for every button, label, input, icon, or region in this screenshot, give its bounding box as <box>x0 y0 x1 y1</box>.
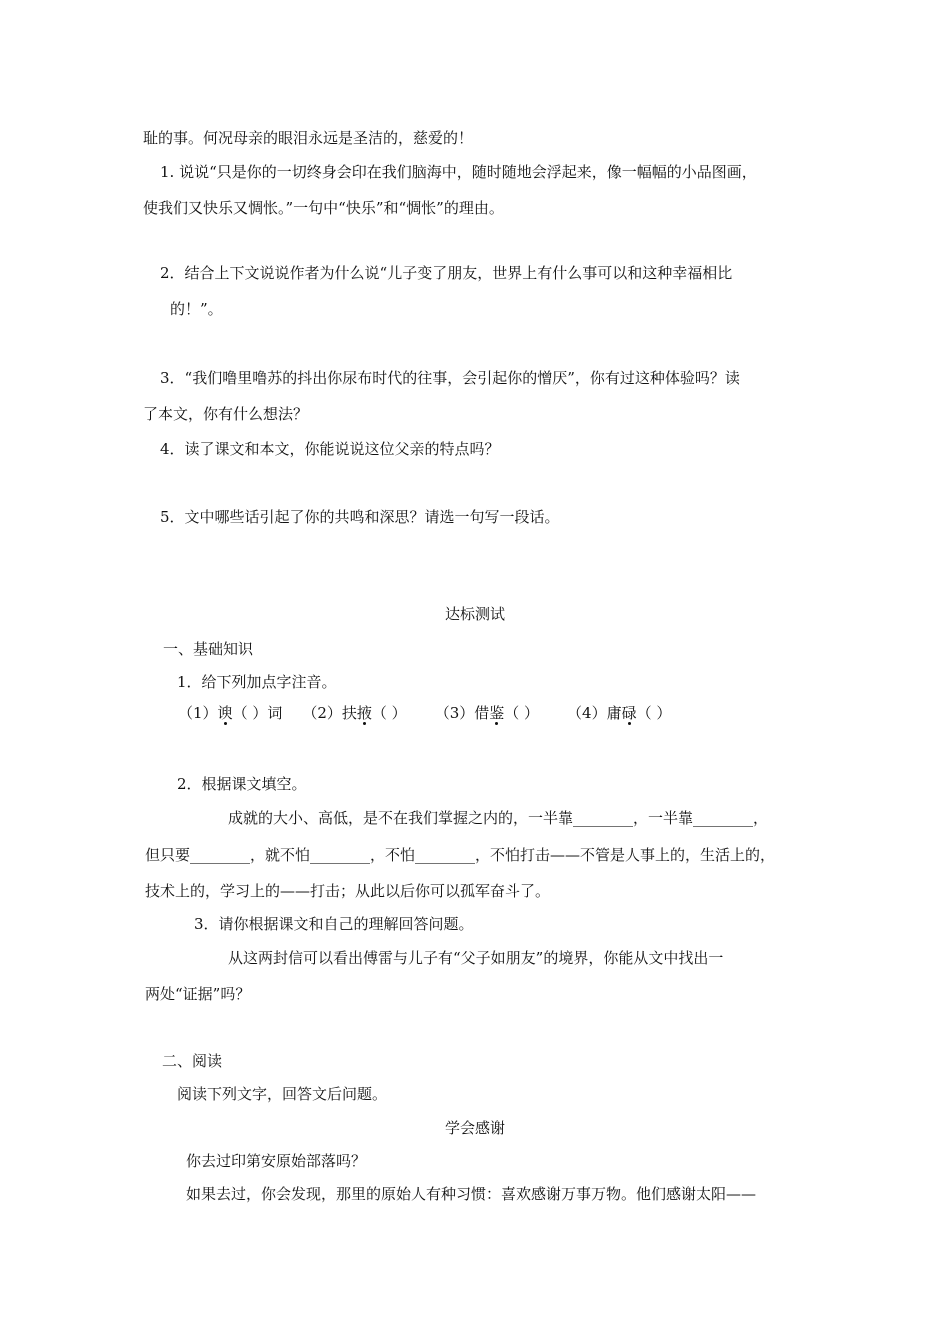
fill-blank-line-1: 成就的大小、高低，是不在我们掌握之内的，一半靠________，一半靠________， <box>228 809 769 827</box>
question-2-line-1: 2．结合上下文说说作者为什么说“儿子变了朋友，世界上有什么事可以和这种幸福相比 <box>160 264 733 282</box>
dotted-char-1: 谀 <box>218 703 233 723</box>
pinyin-item-4: （4）庸碌 （ ） <box>567 703 671 723</box>
item-2-instruction: 2．根据课文填空。 <box>177 775 307 793</box>
question-3-line-1: 3．“我们噜里噜苏的抖出你尿布时代的往事，会引起你的憎厌”，你有过这种体验吗？读 <box>160 369 740 387</box>
item-1-instruction: 1．给下列加点字注音。 <box>177 673 337 691</box>
question-1-line-1: 1. 说说“只是你的一切终身会印在我们脑海中，随时随地会浮起来，像一幅幅的小品图画， <box>160 163 757 181</box>
pinyin-row <box>178 703 671 723</box>
pinyin-item-3: （3）借鉴 （ ） <box>435 703 539 723</box>
dotted-char-3: 鉴 <box>489 703 504 723</box>
question-2-line-2: 的！”。 <box>170 300 223 318</box>
item-3-line-2: 两处“证据”吗？ <box>145 985 251 1003</box>
question-1-line-2: 使我们又快乐又惆怅。”一句中“快乐”和“惆怅”的理由。 <box>143 199 504 217</box>
reading-paragraph-2: 如果去过，你会发现，那里的原始人有种习惯：喜欢感谢万事万物。他们感谢太阳—— <box>186 1185 757 1203</box>
pinyin-item-1: （1）谀 （ ）词 <box>178 703 282 723</box>
section-basic-knowledge: 一、基础知识 <box>163 640 254 658</box>
section-reading: 二、阅读 <box>162 1052 223 1070</box>
item-3-line-1: 从这两封信可以看出傅雷与儿子有“父子如朋友”的境界，你能从文中找出一 <box>228 949 724 967</box>
question-3-line-2: 了本文，你有什么想法？ <box>143 405 309 423</box>
reading-title: 学会感谢 <box>444 1119 505 1137</box>
question-5: 5．文中哪些话引起了你的共鸣和深思？请选一句写一段话。 <box>160 508 560 526</box>
pinyin-item-2: （2）扶掖 （ ） <box>302 703 406 723</box>
reading-paragraph-1: 你去过印第安原始部落吗？ <box>186 1152 367 1170</box>
passage-tail: 耻的事。何况母亲的眼泪永远是圣洁的，慈爱的！ <box>143 129 474 147</box>
item-3-instruction: 3．请你根据课文和自己的理解回答问题。 <box>194 915 474 933</box>
dotted-char-2: 掖 <box>357 703 372 723</box>
reading-instruction: 阅读下列文字，回答文后问题。 <box>177 1085 388 1103</box>
fill-blank-line-3: 技术上的，学习上的——打击；从此以后你可以孤军奋斗了。 <box>145 882 551 900</box>
test-title: 达标测试 <box>444 605 505 623</box>
dotted-char-4: 碌 <box>622 703 637 723</box>
question-4: 4．读了课文和本文，你能说说这位父亲的特点吗？ <box>160 440 500 458</box>
fill-blank-line-2: 但只要________，就不怕________，不怕________，不怕打击——不管是人事上的，生活上的， <box>145 846 776 864</box>
